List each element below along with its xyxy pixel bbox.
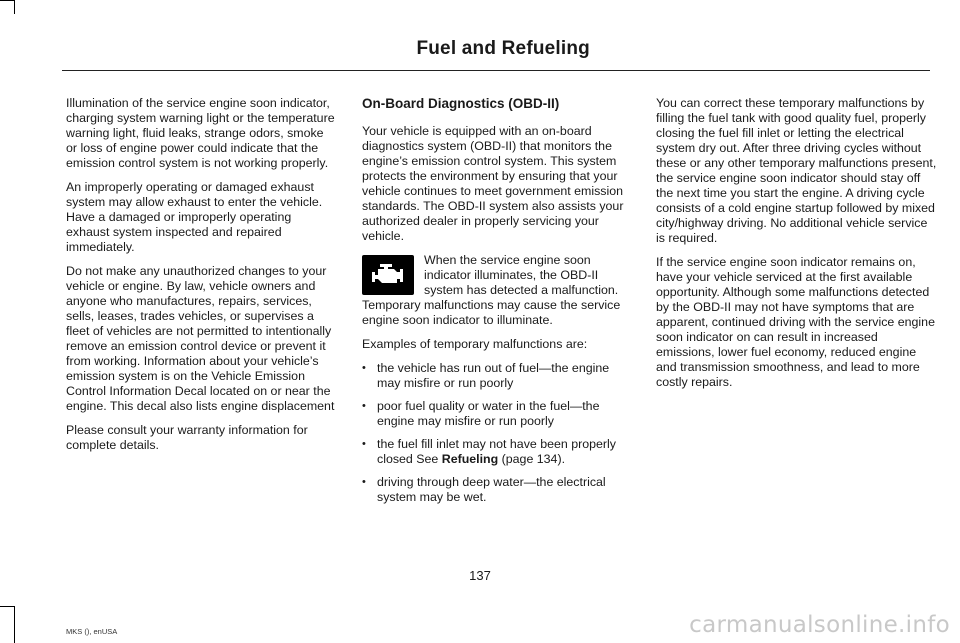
paragraph: You can correct these temporary malfunctions by filling the fuel tank with good quality fuel, properly closing the fuel fill inlet or letting the electrical system dry out. After three driving cycles without these or any other temporary malfunctions present, the service engine soon indicator should stay off the next time you start the engine. A driving cycle consists of a cold engine startup followed by mixed city/highway driving. No additional vehicle service is required. — [656, 96, 937, 245]
paragraph: Do not make any unauthorized changes to your vehicle or engine. By law, vehicle owners and anyone who manufactures, repairs, services, sells, leases, trades vehicles, or supervises a fleet of vehicles are not permitted to intentionally remove an emission control device or prevent it from working. Information about your vehicle’s emission system is on the Vehicle Emission Control Information Decal located on or near the engine. This decal also lists engine displacement — [66, 264, 335, 413]
crop-mark — [0, 606, 14, 607]
malfunction-list — [362, 361, 632, 505]
page-title: Fuel and Refueling — [416, 38, 590, 59]
crop-mark — [14, 0, 15, 14]
refueling-link[interactable]: Refueling — [441, 452, 499, 466]
section-heading: On-Board Diagnostics (OBD-II) — [362, 96, 560, 111]
list-item: • driving through deep water—the electrical system may be wet. — [362, 475, 632, 505]
paragraph: Examples of temporary malfunctions are: — [362, 337, 588, 351]
list-item: • the vehicle has run out of fuel—the engine may misfire or run poorly — [362, 361, 632, 391]
paragraph: When the service engine soon indicator illuminates, the OBD-II system has detected a malfunction. Temporary malfunctions may cause the service engine soon indicator to illuminate. — [362, 253, 621, 327]
watermark: carmanualsonline.info — [689, 612, 950, 638]
column-3 — [656, 96, 938, 399]
paragraph: Your vehicle is equipped with an on-board diagnostics system (OBD-II) that monitors the engine’s emission control system. This system protects the environment by ensuring that your vehicle continues to meet government emission standards. The OBD-II system also assists your authorized dealer in properly servicing your vehicle. — [362, 124, 624, 243]
list-item-text: the fuel fill inlet may not have been properly closed See — [377, 437, 617, 466]
column-2 — [362, 96, 632, 513]
paragraph: If the service engine soon indicator remains on, have your vehicle serviced at the first available opportunity. Although some malfunctions detected by the OBD-II may not have symptoms that are apparent, continued driving with the service engine soon indicator on can result in increased emissions, lower fuel economy, reduced engine and transmission smoothness, and lead to more costly repairs. — [656, 255, 935, 389]
list-item: • poor fuel quality or water in the fuel—the engine may misfire or run poorly — [362, 399, 632, 429]
crop-mark — [14, 606, 15, 643]
indicator-block — [362, 253, 632, 337]
column-1 — [66, 96, 338, 462]
check-engine-icon — [362, 255, 414, 295]
header-divider — [62, 70, 930, 71]
paragraph: Illumination of the service engine soon indicator, charging system warning light or the temperature warning light, fluid leaks, strange odors, smoke or loss of engine power could indicate that the emission control system is not working properly. — [66, 96, 335, 170]
list-item — [362, 437, 632, 467]
paragraph: An improperly operating or damaged exhaust system may allow exhaust to enter the vehicle. Have a damaged or improperly operating exhaust system inspected and repaired immediately. — [66, 180, 323, 254]
page-number: 137 — [469, 568, 491, 583]
document-code: MKS (), enUSA — [66, 627, 118, 636]
paragraph: Please consult your warranty information for complete details. — [66, 423, 308, 452]
crop-mark — [0, 0, 14, 1]
page-reference: (page 134). — [498, 452, 566, 466]
